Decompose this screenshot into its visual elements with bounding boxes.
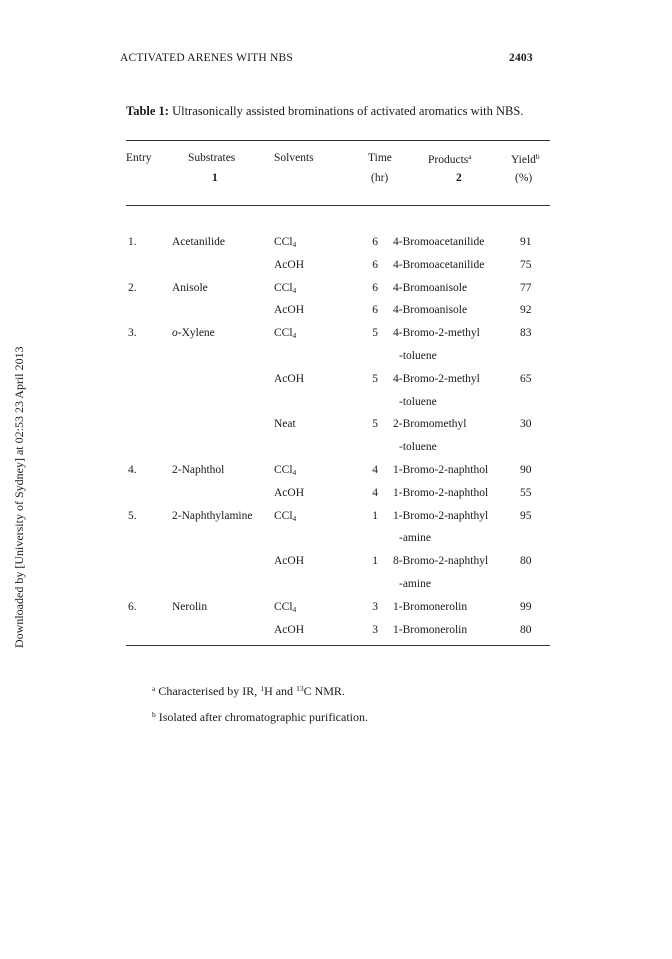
table-caption-text: Ultrasonically assisted brominations of activated aromatics with NBS. bbox=[168, 104, 524, 118]
entry-cell bbox=[128, 464, 137, 476]
solvent-cell bbox=[274, 601, 296, 614]
time-cell bbox=[368, 236, 378, 248]
table-caption-label: Table 1: bbox=[126, 104, 169, 118]
page-number: 2403 bbox=[509, 52, 533, 64]
product-text: -toluene bbox=[399, 441, 437, 453]
time-text: 6 bbox=[372, 282, 378, 294]
substrate-italic-prefix: o bbox=[172, 327, 178, 339]
product-cell bbox=[393, 624, 467, 636]
solvent-text: AcOH bbox=[274, 624, 305, 636]
solvent-subscript: 4 bbox=[292, 331, 297, 340]
solvent-cell bbox=[274, 624, 304, 636]
product-text: 1-Bromonerolin bbox=[393, 601, 468, 613]
product-text: 4-Bromoacetanilide bbox=[393, 236, 485, 248]
product-text: 4-Bromoacetanilide bbox=[393, 259, 485, 271]
entry-text: 4. bbox=[128, 464, 137, 476]
time-text: 1 bbox=[372, 510, 378, 522]
header-products bbox=[428, 152, 472, 166]
solvent-cell bbox=[274, 510, 296, 523]
substrate-text: 2-Naphthol bbox=[172, 464, 225, 476]
time-cell bbox=[368, 624, 378, 636]
header-entry: Entry bbox=[126, 152, 152, 164]
footnote-b-mark: b bbox=[152, 710, 156, 719]
substrate-text: Nerolin bbox=[172, 601, 208, 613]
yield-text: 65 bbox=[520, 373, 532, 385]
footnote-a-mark: a bbox=[152, 684, 156, 693]
yield-cell bbox=[520, 327, 532, 339]
substrate-text: -Xylene bbox=[177, 327, 215, 339]
time-text: 5 bbox=[372, 327, 378, 339]
solvent-cell bbox=[274, 418, 296, 430]
time-cell bbox=[368, 327, 378, 339]
solvent-subscript: 4 bbox=[292, 286, 297, 295]
yield-cell bbox=[520, 373, 532, 385]
time-text: 6 bbox=[372, 236, 378, 248]
time-cell bbox=[368, 487, 378, 499]
header-substrates: Substrates bbox=[188, 152, 236, 164]
substrate-text: Anisole bbox=[172, 282, 208, 294]
solvent-text: CCl bbox=[274, 510, 293, 522]
table-bottom-rule bbox=[126, 645, 550, 646]
entry-text: 3. bbox=[128, 327, 137, 339]
solvent-cell bbox=[274, 327, 296, 340]
entry-text: 2. bbox=[128, 282, 137, 294]
solvent-text: AcOH bbox=[274, 304, 305, 316]
product-text: 2-Bromomethyl bbox=[393, 418, 467, 430]
yield-text: 80 bbox=[520, 555, 532, 567]
solvent-text: CCl bbox=[274, 236, 293, 248]
yield-text: 92 bbox=[520, 304, 532, 316]
yield-cell bbox=[520, 624, 532, 636]
substrate-cell bbox=[172, 327, 215, 339]
yield-text: 83 bbox=[520, 327, 532, 339]
solvent-text: CCl bbox=[274, 601, 293, 613]
product-text: -amine bbox=[399, 532, 431, 544]
substrate-cell bbox=[172, 464, 224, 476]
substrate-cell bbox=[172, 601, 207, 613]
product-cell bbox=[393, 304, 467, 316]
time-text: 3 bbox=[372, 601, 378, 613]
yield-cell bbox=[520, 259, 532, 271]
yield-cell bbox=[520, 464, 532, 476]
product-text: 4-Bromoanisole bbox=[393, 304, 468, 316]
product-cell bbox=[393, 236, 484, 248]
product-cell bbox=[399, 350, 437, 362]
yield-cell bbox=[520, 555, 532, 567]
download-notice: Downloaded by [University of Sydney] at 02:53 23 April 2013 bbox=[12, 346, 26, 648]
time-text: 5 bbox=[372, 418, 378, 430]
yield-text: 99 bbox=[520, 601, 532, 613]
footnote-a-text-1: Characterised by IR, bbox=[158, 684, 261, 698]
yield-text: 95 bbox=[520, 510, 532, 522]
table-caption bbox=[126, 104, 523, 119]
yield-cell bbox=[520, 487, 532, 499]
product-text: 1-Bromo-2-naphthol bbox=[393, 487, 489, 499]
yield-text: 90 bbox=[520, 464, 532, 476]
solvent-subscript: 4 bbox=[292, 240, 297, 249]
footnote-a-text-3: C NMR. bbox=[303, 684, 345, 698]
product-cell bbox=[399, 578, 431, 590]
substrate-cell bbox=[172, 510, 252, 522]
header-substrates-number: 1 bbox=[212, 172, 218, 184]
solvent-cell bbox=[274, 259, 304, 271]
product-text: 4-Bromoanisole bbox=[393, 282, 468, 294]
time-text: 3 bbox=[372, 624, 378, 636]
time-text: 4 bbox=[372, 464, 378, 476]
yield-text: 77 bbox=[520, 282, 532, 294]
product-cell bbox=[393, 282, 467, 294]
table-header-rule bbox=[126, 205, 550, 206]
header-solvents: Solvents bbox=[274, 152, 314, 164]
running-title: ACTIVATED ARENES WITH NBS bbox=[120, 52, 293, 64]
time-cell bbox=[368, 373, 378, 385]
time-cell bbox=[368, 601, 378, 613]
solvent-text: AcOH bbox=[274, 373, 305, 385]
time-cell bbox=[368, 282, 378, 294]
yield-cell bbox=[520, 510, 532, 522]
header-time: Time bbox=[368, 152, 392, 164]
yield-cell bbox=[520, 304, 532, 316]
solvent-text: Neat bbox=[274, 418, 296, 430]
header-products-number: 2 bbox=[456, 172, 462, 184]
header-yield-footnote-mark: b bbox=[535, 152, 540, 161]
yield-cell bbox=[520, 282, 532, 294]
yield-cell bbox=[520, 236, 532, 248]
header-yield bbox=[511, 152, 540, 166]
solvent-subscript: 4 bbox=[292, 514, 297, 523]
yield-text: 30 bbox=[520, 418, 532, 430]
footnote-b-text: Isolated after chromatographic purification. bbox=[158, 710, 368, 724]
header-products-label: Products bbox=[428, 154, 469, 166]
entry-cell bbox=[128, 510, 137, 522]
entry-cell bbox=[128, 601, 137, 613]
product-cell bbox=[393, 418, 466, 430]
time-text: 5 bbox=[372, 373, 378, 385]
header-yield-label: Yield bbox=[511, 154, 536, 166]
solvent-text: AcOH bbox=[274, 487, 305, 499]
solvent-cell bbox=[274, 373, 304, 385]
product-cell bbox=[399, 532, 431, 544]
product-text: 1-Bromo-2-naphthol bbox=[393, 464, 489, 476]
product-text: 1-Bromo-2-naphthyl bbox=[393, 510, 489, 522]
entry-cell bbox=[128, 327, 137, 339]
entry-cell bbox=[128, 236, 137, 248]
product-cell bbox=[393, 259, 484, 271]
yield-cell bbox=[520, 601, 532, 613]
time-text: 4 bbox=[372, 487, 378, 499]
solvent-cell bbox=[274, 282, 296, 295]
solvent-text: CCl bbox=[274, 327, 293, 339]
footnote-b bbox=[152, 710, 368, 725]
time-text: 6 bbox=[372, 304, 378, 316]
time-cell bbox=[368, 555, 378, 567]
table-top-rule bbox=[126, 140, 550, 141]
product-cell bbox=[393, 601, 467, 613]
product-cell bbox=[393, 555, 488, 567]
solvent-cell bbox=[274, 487, 304, 499]
solvent-text: AcOH bbox=[274, 259, 305, 271]
solvent-text: AcOH bbox=[274, 555, 305, 567]
time-cell bbox=[368, 304, 378, 316]
yield-text: 91 bbox=[520, 236, 532, 248]
header-products-footnote-mark: a bbox=[468, 152, 472, 161]
product-cell bbox=[393, 487, 488, 499]
product-text: 4-Bromo-2-methyl bbox=[393, 373, 480, 385]
solvent-subscript: 4 bbox=[292, 605, 297, 614]
footnote-a-h-mark: 1 bbox=[260, 684, 265, 693]
entry-text: 5. bbox=[128, 510, 137, 522]
product-cell bbox=[393, 327, 480, 339]
time-cell bbox=[368, 259, 378, 271]
product-text: -amine bbox=[399, 578, 431, 590]
header-yield-unit: (%) bbox=[515, 172, 533, 184]
footnote-a bbox=[152, 684, 345, 699]
solvent-subscript: 4 bbox=[292, 468, 297, 477]
time-cell bbox=[368, 464, 378, 476]
footnote-a-c-mark: 13 bbox=[296, 684, 304, 693]
product-text: -toluene bbox=[399, 350, 437, 362]
solvent-cell bbox=[274, 555, 304, 567]
product-cell bbox=[399, 441, 437, 453]
time-cell bbox=[368, 510, 378, 522]
time-text: 1 bbox=[372, 555, 378, 567]
product-cell bbox=[393, 464, 488, 476]
substrate-text: Acetanilide bbox=[172, 236, 226, 248]
substrate-cell bbox=[172, 282, 208, 294]
product-cell bbox=[393, 373, 480, 385]
substrate-text: 2-Naphthylamine bbox=[172, 510, 253, 522]
product-cell bbox=[399, 396, 437, 408]
footnote-a-text-2: H and bbox=[264, 684, 297, 698]
yield-text: 80 bbox=[520, 624, 532, 636]
entry-cell bbox=[128, 282, 137, 294]
solvent-cell bbox=[274, 464, 296, 477]
product-text: 1-Bromonerolin bbox=[393, 624, 468, 636]
product-text: 4-Bromo-2-methyl bbox=[393, 327, 480, 339]
solvent-text: CCl bbox=[274, 464, 293, 476]
yield-cell bbox=[520, 418, 532, 430]
solvent-cell bbox=[274, 304, 304, 316]
substrate-cell bbox=[172, 236, 225, 248]
product-text: 8-Bromo-2-naphthyl bbox=[393, 555, 489, 567]
time-text: 6 bbox=[372, 259, 378, 271]
product-cell bbox=[393, 510, 488, 522]
entry-text: 1. bbox=[128, 236, 137, 248]
solvent-text: CCl bbox=[274, 282, 293, 294]
time-cell bbox=[368, 418, 378, 430]
entry-text: 6. bbox=[128, 601, 137, 613]
solvent-cell bbox=[274, 236, 296, 249]
product-text: -toluene bbox=[399, 396, 437, 408]
yield-text: 75 bbox=[520, 259, 532, 271]
yield-text: 55 bbox=[520, 487, 532, 499]
header-time-unit: (hr) bbox=[371, 172, 389, 184]
